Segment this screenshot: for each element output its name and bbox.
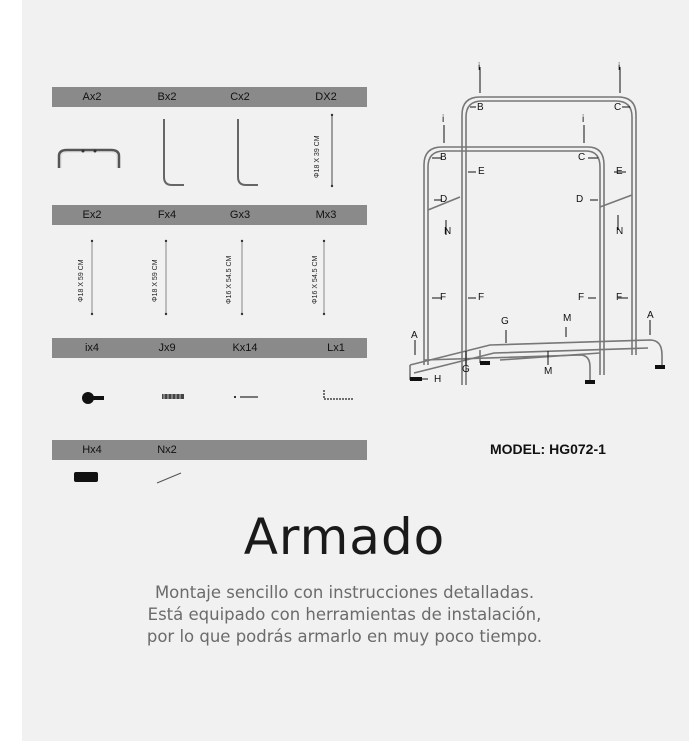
- description-line-3: por lo que podrás armarlo en muy poco tiempo.: [146, 627, 543, 646]
- part-e-tube-icon: [86, 238, 98, 318]
- diagram-label-e-1: E: [478, 166, 485, 177]
- part-j-screw-icon: [160, 392, 188, 402]
- diagram-label-n-2: N: [616, 226, 624, 237]
- part-label-a: Ax2: [82, 91, 102, 103]
- description-line-2: Está equipado con herramientas de instalación,: [147, 605, 542, 624]
- part-f-tube-icon: [160, 238, 172, 318]
- part-label-d: DX2: [315, 91, 337, 103]
- diagram-label-f-2: F: [478, 292, 485, 303]
- part-d-dimension: Φ18 X 39 CM: [314, 135, 321, 178]
- diagram-label-g-1: G: [501, 316, 509, 327]
- diagram-label-c-2: C: [578, 152, 586, 163]
- part-label-g: Gx3: [229, 209, 251, 221]
- part-b-pole-icon: [158, 115, 188, 190]
- part-label-h: Hx4: [82, 444, 102, 456]
- part-label-b: Bx2: [157, 91, 177, 103]
- diagram-label-f-3: F: [578, 292, 585, 303]
- diagram-label-c-1: C: [614, 102, 622, 113]
- part-k-bolt-icon: [232, 393, 262, 401]
- diagram-label-g-2: G: [462, 364, 470, 375]
- part-n-pin-icon: [155, 470, 185, 486]
- diagram-label-b-2: B: [440, 152, 447, 163]
- part-label-c: Cx2: [230, 91, 250, 103]
- assembly-diagram: [400, 55, 680, 395]
- part-label-n: Nx2: [157, 444, 177, 456]
- part-l-wrench-icon: [320, 388, 358, 404]
- diagram-label-f-4: F: [616, 292, 623, 303]
- diagram-label-i-1: i: [478, 62, 481, 73]
- diagram-label-i-3: i: [442, 114, 445, 125]
- model-number: MODEL: HG072-1: [490, 441, 606, 457]
- part-label-k: Kx14: [232, 342, 258, 354]
- diagram-label-i-2: i: [618, 62, 621, 73]
- diagram-label-n-1: N: [444, 226, 452, 237]
- part-d-tube-icon: [326, 112, 338, 190]
- diagram-label-i-4: i: [582, 114, 585, 125]
- part-m-tube-icon: [318, 238, 330, 318]
- part-c-pole-icon: [232, 115, 262, 190]
- part-g-tube-icon: [236, 238, 248, 318]
- diagram-label-d-2: D: [576, 194, 584, 205]
- diagram-label-d-1: D: [440, 194, 448, 205]
- diagram-label-m-1: M: [563, 313, 572, 324]
- part-e-dimension: Φ18 X 59 CM: [78, 259, 85, 302]
- part-label-m: Mx3: [315, 209, 337, 221]
- diagram-label-f-1: F: [440, 292, 447, 303]
- part-i-hook-icon: [80, 390, 108, 406]
- diagram-label-m-2: M: [544, 366, 553, 377]
- diagram-label-b-1: B: [477, 102, 484, 113]
- part-a-base-icon: [55, 140, 125, 175]
- part-g-dimension: Φ16 X 54.5 CM: [226, 255, 233, 304]
- diagram-label-a-2: A: [647, 310, 654, 321]
- part-h-foot-icon: [72, 469, 102, 485]
- part-f-dimension: Φ18 X 59 CM: [152, 259, 159, 302]
- diagram-label-a-1: A: [411, 330, 418, 341]
- diagram-label-h: H: [434, 374, 442, 385]
- part-label-l: Lx1: [327, 342, 345, 354]
- description-line-1: Montaje sencillo con instrucciones detalladas.: [154, 583, 535, 602]
- part-label-f: Fx4: [157, 209, 177, 221]
- diagram-label-e-2: E: [616, 166, 623, 177]
- part-label-i: ix4: [84, 342, 100, 354]
- part-m-dimension: Φ16 X 54.5 CM: [312, 255, 319, 304]
- part-label-j: Jx9: [158, 342, 176, 354]
- part-label-e: Ex2: [82, 209, 102, 221]
- page-title: Armado: [243, 508, 446, 566]
